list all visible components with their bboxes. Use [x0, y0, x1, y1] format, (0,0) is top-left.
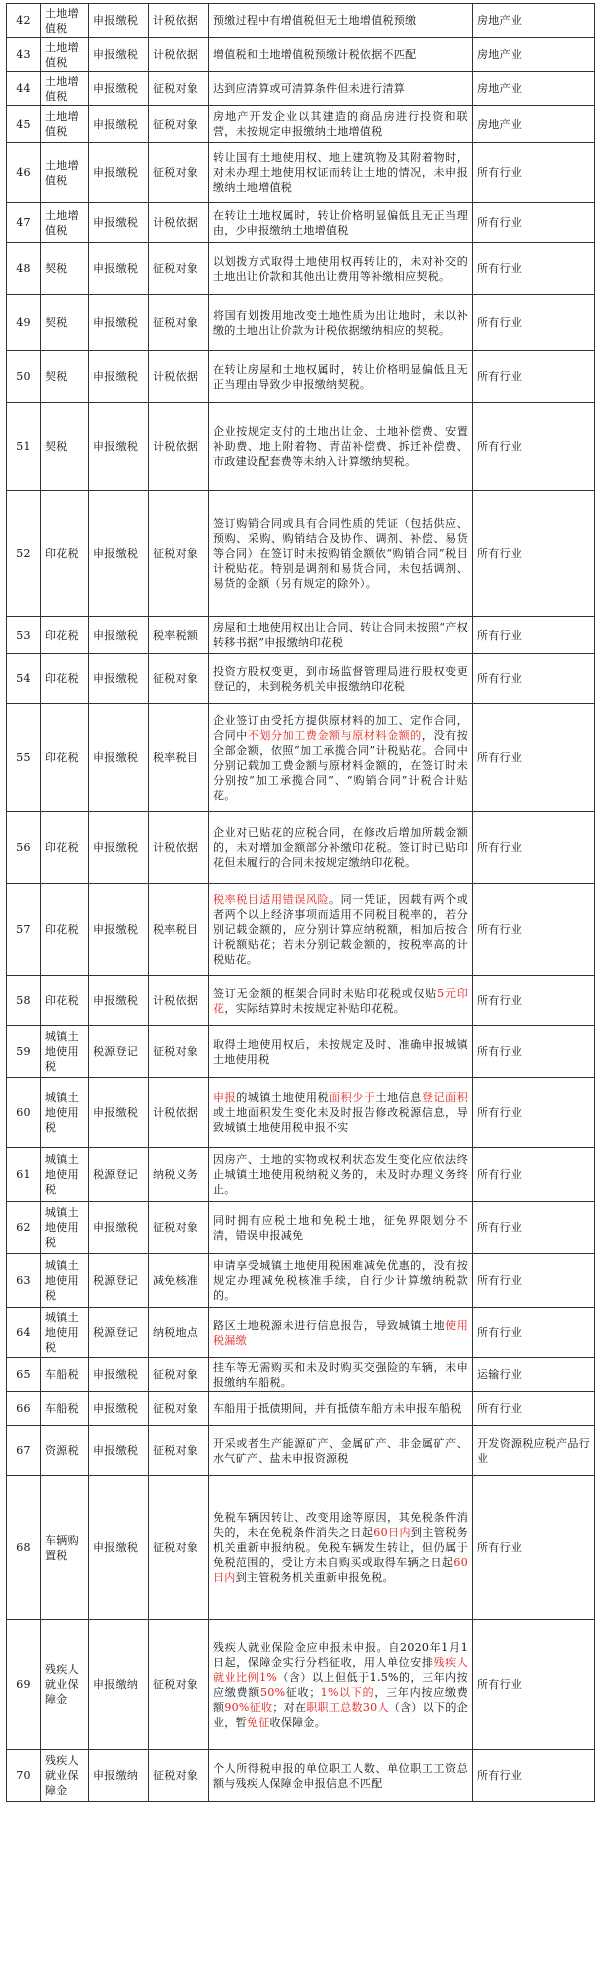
applicable-industry: 所有行业: [473, 976, 595, 1026]
risk-description: [209, 1148, 473, 1202]
highlight-text: 90%征收: [224, 1700, 273, 1714]
tax-type: 印花税: [41, 704, 89, 812]
applicable-industry: 房地产业: [473, 106, 595, 143]
risk-link: 税源登记: [89, 1148, 149, 1202]
highlight-text: 1%以下的: [320, 1685, 375, 1699]
risk-link: 申报缴税: [89, 884, 149, 976]
risk-link: 申报缴税: [89, 203, 149, 243]
highlight-text: 申报: [213, 1091, 237, 1104]
risk-description: [209, 812, 473, 884]
risk-description: [209, 243, 473, 295]
applicable-industry: 所有行业: [473, 203, 595, 243]
description-text: 企业签订由受托方提供原材料的加工、定作合同，合同中: [213, 713, 468, 742]
risk-description: [209, 1202, 473, 1254]
risk-point: 征税对象: [149, 1476, 209, 1620]
applicable-industry: 所有行业: [473, 295, 595, 351]
highlight-text: 60日内: [373, 1526, 411, 1539]
tax-type: 土地增值税: [41, 106, 89, 143]
risk-link: 申报缴纳: [89, 1750, 149, 1802]
row-number: 48: [7, 243, 41, 295]
highlight-text: 不划分加工费金额与原材料金额的: [247, 728, 422, 742]
row-number: 54: [7, 654, 41, 704]
tax-type: 印花税: [41, 491, 89, 617]
risk-link: 申报缴税: [89, 351, 149, 403]
table-row: [7, 203, 595, 243]
risk-description: [209, 617, 473, 654]
risk-point: 计税依据: [149, 4, 209, 38]
highlight-text: 使用税漏缴: [213, 1318, 468, 1347]
risk-point: 计税依据: [149, 1078, 209, 1148]
row-number: 70: [7, 1750, 41, 1802]
applicable-industry: 所有行业: [473, 1620, 595, 1750]
risk-point: 计税依据: [149, 812, 209, 884]
description-text: 的城镇土地使用税: [236, 1091, 330, 1104]
risk-point: 征税对象: [149, 1426, 209, 1476]
risk-point: 征税对象: [149, 654, 209, 704]
description-text: 个人所得税申报的单位职工人数、单位职工工资总额与残疾人保障金申报信息不匹配: [213, 1761, 468, 1790]
risk-link: 申报缴税: [89, 617, 149, 654]
description-text: ，实际结算时未按规定补贴印花税。: [224, 1001, 406, 1015]
risk-link: 申报缴纳: [89, 1620, 149, 1750]
description-text: 转让国有土地使用权、地上建筑物及其附着物时，对未办理土地使用权证而转让土地的情况，未申报缴纳土地增值税: [213, 151, 468, 194]
risk-point: 税率税额: [149, 617, 209, 654]
description-text: （含）以上但低于1.5%的，三年内按应缴费额: [213, 1670, 468, 1699]
risk-point: 征税对象: [149, 491, 209, 617]
applicable-industry: 运输行业: [473, 1358, 595, 1392]
applicable-industry: 所有行业: [473, 1254, 595, 1308]
highlight-text: 职职工总数30人: [306, 1700, 389, 1714]
risk-point: 征税对象: [149, 1750, 209, 1802]
tax-type: 土地增值税: [41, 143, 89, 203]
row-number: 47: [7, 203, 41, 243]
table-row: [7, 1620, 595, 1750]
risk-point: 征税对象: [149, 106, 209, 143]
description-text: 企业按规定支付的土地出让金、土地补偿费、安置补助费、地上附着物、青苗补偿费、拆迁补偿费、市政建设配套费等未纳入计算缴纳契税。: [213, 425, 468, 468]
description-text: 土地信息: [375, 1091, 422, 1104]
risk-point: 税率税目: [149, 704, 209, 812]
highlight-text: 残疾人就业比例1%: [213, 1655, 468, 1684]
risk-link: 申报缴税: [89, 976, 149, 1026]
row-number: 56: [7, 812, 41, 884]
table-row: [7, 1750, 595, 1802]
applicable-industry: 所有行业: [473, 1476, 595, 1620]
tax-type: 印花税: [41, 654, 89, 704]
description-text: ；对在: [272, 1700, 307, 1714]
description-text: 投资方股权变更，到市场监督管理局进行股权变更登记的，未到税务机关申报缴纳印花税: [213, 664, 468, 693]
description-text: ，没有按全部金额，依照“加工承揽合同”计税贴花。合同中分别记载加工费金额与原材料金额的，在签订时未分别按“加工承揽合同”、“购销合同”计税合计贴花。: [213, 728, 469, 802]
description-text: 签订无金额的框架合同时未贴印花税或仅贴: [213, 986, 438, 1000]
risk-link: 申报缴税: [89, 654, 149, 704]
row-number: 65: [7, 1358, 41, 1392]
table-row: [7, 351, 595, 403]
risk-description: [209, 38, 473, 72]
applicable-industry: 所有行业: [473, 1750, 595, 1802]
tax-type: 城镇土地使用税: [41, 1078, 89, 1148]
tax-type: 城镇土地使用税: [41, 1026, 89, 1078]
tax-type: 契税: [41, 403, 89, 491]
row-number: 46: [7, 143, 41, 203]
description-text: 。同一凭证，因载有两个或者两个以上经济事项而适用不同税目税率的，若分别记载金额的，应分别计算应纳税额，相加后按合计税额贴花；若未分别记载金额的，按税率高的计税贴花。: [213, 893, 468, 966]
row-number: 66: [7, 1392, 41, 1426]
table-row: [7, 1392, 595, 1426]
risk-point: 征税对象: [149, 295, 209, 351]
row-number: 60: [7, 1078, 41, 1148]
risk-point: 纳税地点: [149, 1308, 209, 1358]
row-number: 55: [7, 704, 41, 812]
risk-description: [209, 403, 473, 491]
tax-type: 印花税: [41, 812, 89, 884]
row-number: 61: [7, 1148, 41, 1202]
applicable-industry: 所有行业: [473, 1078, 595, 1148]
risk-description: [209, 4, 473, 38]
table-row: [7, 491, 595, 617]
risk-description: [209, 1392, 473, 1426]
description-text: 开采或者生产能源矿产、金属矿产、非金属矿产、水气矿产、盐未申报资源税: [213, 1436, 468, 1465]
tax-type: 印花税: [41, 976, 89, 1026]
risk-link: 申报缴税: [89, 812, 149, 884]
description-text: 同时拥有应税土地和免税土地，征免界限划分不清，错误申报减免: [213, 1213, 468, 1242]
applicable-industry: 所有行业: [473, 1202, 595, 1254]
table-row: [7, 106, 595, 143]
risk-link: 申报缴税: [89, 1078, 149, 1148]
row-number: 58: [7, 976, 41, 1026]
risk-link: 申报缴税: [89, 143, 149, 203]
applicable-industry: 所有行业: [473, 403, 595, 491]
risk-link: 申报缴税: [89, 1358, 149, 1392]
row-number: 50: [7, 351, 41, 403]
tax-type: 印花税: [41, 617, 89, 654]
risk-link: 申报缴税: [89, 704, 149, 812]
row-number: 49: [7, 295, 41, 351]
description-text: 达到应清算或可清算条件但未进行清算: [213, 82, 406, 95]
applicable-industry: 房地产业: [473, 4, 595, 38]
row-number: 64: [7, 1308, 41, 1358]
applicable-industry: 所有行业: [473, 704, 595, 812]
risk-link: 申报缴税: [89, 403, 149, 491]
applicable-industry: 所有行业: [473, 1392, 595, 1426]
applicable-industry: 所有行业: [473, 243, 595, 295]
risk-description: [209, 884, 473, 976]
table-row: [7, 403, 595, 491]
table-row: [7, 1358, 595, 1392]
table-row: [7, 243, 595, 295]
tax-type: 车船税: [41, 1358, 89, 1392]
risk-link: 申报缴税: [89, 72, 149, 106]
description-text: 增值税和土地增值税预缴计税依据不匹配: [213, 48, 417, 61]
risk-point: 计税依据: [149, 976, 209, 1026]
row-number: 43: [7, 38, 41, 72]
tax-type: 城镇土地使用税: [41, 1308, 89, 1358]
table-row: [7, 1026, 595, 1078]
risk-link: 申报缴税: [89, 1426, 149, 1476]
row-number: 63: [7, 1254, 41, 1308]
description-text: 预缴过程中有增值税但无土地增值税预缴: [213, 14, 417, 27]
tax-type: 资源税: [41, 1426, 89, 1476]
tax-type: 城镇土地使用税: [41, 1202, 89, 1254]
row-number: 67: [7, 1426, 41, 1476]
table-row: [7, 1426, 595, 1476]
tax-type: 契税: [41, 295, 89, 351]
table-row: [7, 704, 595, 812]
row-number: 51: [7, 403, 41, 491]
risk-point: 征税对象: [149, 72, 209, 106]
risk-description: [209, 1750, 473, 1802]
highlight-text: 面积少于: [329, 1091, 376, 1104]
risk-description: [209, 351, 473, 403]
row-number: 44: [7, 72, 41, 106]
table-row: [7, 976, 595, 1026]
row-number: 57: [7, 884, 41, 976]
highlight-text: 60日内: [213, 1556, 468, 1584]
row-number: 42: [7, 4, 41, 38]
risk-description: [209, 143, 473, 203]
highlight-text: 5元印花: [213, 986, 468, 1015]
highlight-text: 登记面积: [421, 1091, 469, 1104]
row-number: 69: [7, 1620, 41, 1750]
description-text: 征收；: [285, 1685, 321, 1699]
applicable-industry: 所有行业: [473, 1308, 595, 1358]
risk-point: 计税依据: [149, 203, 209, 243]
description-text: 以划拨方式取得土地使用权再转让的，未对补交的土地出让价款和其他出让费用等补缴相应契税。: [213, 254, 468, 283]
risk-link: 申报缴税: [89, 1202, 149, 1254]
risk-link: 税源登记: [89, 1026, 149, 1078]
description-text: 到主管税务机关重新申报免税。: [235, 1571, 394, 1584]
risk-link: 申报缴税: [89, 4, 149, 38]
description-text: 到主管税务机关重新申报纳税。免税车辆发生转让，但仍属于免税范围的，受让方未自购买或取得车辆之日起: [213, 1526, 468, 1569]
highlight-text: 税率税目适用错误风险: [213, 893, 330, 906]
applicable-industry: 所有行业: [473, 884, 595, 976]
description-text: （含）以下的企业，暂: [213, 1700, 468, 1729]
table-row: [7, 1148, 595, 1202]
table-row: [7, 38, 595, 72]
table-row: [7, 617, 595, 654]
risk-point: 税率税目: [149, 884, 209, 976]
risk-description: [209, 1358, 473, 1392]
table-row: [7, 884, 595, 976]
risk-point: 纳税义务: [149, 1148, 209, 1202]
risk-description: [209, 1254, 473, 1308]
tax-type: 土地增值税: [41, 203, 89, 243]
table-row: [7, 1476, 595, 1620]
risk-description: [209, 72, 473, 106]
description-text: 车船用于抵债期间，并有抵债车船方未申报车船税: [213, 1402, 462, 1415]
description-text: ，三年内按应缴费额: [213, 1685, 468, 1714]
risk-point: 征税对象: [149, 1358, 209, 1392]
tax-type: 土地增值税: [41, 4, 89, 38]
risk-point: 征税对象: [149, 143, 209, 203]
description-text: 房屋和土地使用权出让合同、转让合同未按照“产权转移书据”申报缴纳印花税: [213, 621, 468, 649]
risk-link: 申报缴税: [89, 295, 149, 351]
applicable-industry: 所有行业: [473, 1148, 595, 1202]
table-row: [7, 143, 595, 203]
row-number: 68: [7, 1476, 41, 1620]
risk-link: 申报缴税: [89, 38, 149, 72]
table-row: [7, 1202, 595, 1254]
risk-point: 计税依据: [149, 403, 209, 491]
applicable-industry: 所有行业: [473, 491, 595, 617]
applicable-industry: 所有行业: [473, 1026, 595, 1078]
applicable-industry: 所有行业: [473, 812, 595, 884]
row-number: 53: [7, 617, 41, 654]
table-body: [7, 4, 595, 1802]
tax-type: 城镇土地使用税: [41, 1254, 89, 1308]
applicable-industry: 开发资源税应税产品行业: [473, 1426, 595, 1476]
risk-point: 减免核准: [149, 1254, 209, 1308]
applicable-industry: 房地产业: [473, 72, 595, 106]
description-text: 企业对已贴花的应税合同，在修改后增加所载金额的，未对增加金额部分补缴印花税。签订时已贴印花但未履行的合同未按规定缴纳印花税。: [213, 826, 468, 869]
risk-link: 申报缴税: [89, 106, 149, 143]
table-row: [7, 1254, 595, 1308]
description-text: 签订购销合同或具有合同性质的凭证（包括供应、预购、采购、购销结合及协作、调剂、补偿、易货等合同）在签订时未按购销金额依“购销合同”税目计税贴花。特别是调剂和易货合同，未包括调剂、易货的金额（另有规定的除外）。: [213, 517, 468, 590]
risk-description: [209, 1308, 473, 1358]
risk-description: [209, 1426, 473, 1476]
risk-description: [209, 976, 473, 1026]
tax-type: 残疾人就业保障金: [41, 1620, 89, 1750]
tax-risk-table: [6, 3, 595, 1802]
risk-description: [209, 203, 473, 243]
risk-point: 征税对象: [149, 1620, 209, 1750]
risk-link: 申报缴税: [89, 1392, 149, 1426]
risk-description: [209, 1476, 473, 1620]
risk-description: [209, 1620, 473, 1750]
risk-description: [209, 1026, 473, 1078]
description-text: 路区土地税源未进行信息报告，导致城镇土地: [213, 1318, 446, 1332]
risk-point: 计税依据: [149, 38, 209, 72]
description-text: 取得土地使用权后，未按规定及时、准确申报城镇土地使用税: [213, 1037, 468, 1066]
description-text: 因房产、土地的实物或权利状态发生变化应依法终止城镇土地使用税纳税义务的，未及时办理义务终止。: [213, 1153, 468, 1196]
risk-description: [209, 106, 473, 143]
risk-point: 计税依据: [149, 351, 209, 403]
description-text: 在转让房屋和土地权属时，转让价格明显偏低且无正当理由导致少申报缴纳契税。: [213, 362, 468, 391]
table-row: [7, 812, 595, 884]
risk-description: [209, 704, 473, 812]
table-row: [7, 1078, 595, 1148]
risk-point: 征税对象: [149, 243, 209, 295]
description-text: 房地产开发企业以其建造的商品房进行投资和联营，未按规定申报缴纳土地增值税: [213, 110, 468, 138]
risk-description: [209, 295, 473, 351]
description-text: 收保障金。: [269, 1715, 327, 1729]
table-row: [7, 4, 595, 38]
tax-type: 土地增值税: [41, 72, 89, 106]
risk-description: [209, 654, 473, 704]
risk-link: 申报缴税: [89, 243, 149, 295]
risk-link: 税源登记: [89, 1254, 149, 1308]
tax-type: 残疾人就业保障金: [41, 1750, 89, 1802]
tax-type: 城镇土地使用税: [41, 1148, 89, 1202]
table-row: [7, 295, 595, 351]
risk-point: 征税对象: [149, 1026, 209, 1078]
risk-link: 申报缴税: [89, 1476, 149, 1620]
row-number: 62: [7, 1202, 41, 1254]
applicable-industry: 所有行业: [473, 351, 595, 403]
highlight-text: 免征: [246, 1715, 270, 1729]
row-number: 59: [7, 1026, 41, 1078]
tax-type: 车辆购置税: [41, 1476, 89, 1620]
table-row: [7, 1308, 595, 1358]
applicable-industry: 所有行业: [473, 143, 595, 203]
risk-point: 征税对象: [149, 1392, 209, 1426]
tax-type: 土地增值税: [41, 38, 89, 72]
tax-type: 契税: [41, 351, 89, 403]
row-number: 52: [7, 491, 41, 617]
tax-type: 印花税: [41, 884, 89, 976]
highlight-text: 50%: [260, 1685, 286, 1699]
description-text: 将国有划拨用地改变土地性质为出让地时，未以补缴的土地出让价款为计税依据缴纳相应的契税。: [213, 308, 468, 337]
risk-link: 申报缴税: [89, 491, 149, 617]
description-text: 免税车辆因转让、改变用途等原因，其免税条件消失的，未在免税条件消失之日起: [213, 1511, 468, 1539]
table-row: [7, 654, 595, 704]
applicable-industry: 房地产业: [473, 38, 595, 72]
row-number: 45: [7, 106, 41, 143]
risk-description: [209, 491, 473, 617]
risk-description: [209, 1078, 473, 1148]
description-text: 或土地面积发生变化未及时报告修改税源信息，导致城镇土地使用税申报不实: [213, 1106, 468, 1134]
description-text: 在转让土地权属时，转让价格明显偏低且无正当理由，少申报缴纳土地增值税: [213, 208, 468, 237]
description-text: 挂车等无需购买和未及时购买交强险的车辆，未申报缴纳车船税。: [213, 1360, 468, 1389]
description-text: 残疾人就业保险金应申报未申报。自2020年1月1日起，保障金实行分档征收，用人单位安排: [213, 1640, 468, 1669]
applicable-industry: 所有行业: [473, 617, 595, 654]
table-row: [7, 72, 595, 106]
description-text: 申请享受城镇土地使用税困难减免优惠的，没有按规定办理减免税核准手续，自行少计算缴纳税款的。: [213, 1259, 468, 1302]
applicable-industry: 所有行业: [473, 654, 595, 704]
risk-point: 征税对象: [149, 1202, 209, 1254]
tax-type: 契税: [41, 243, 89, 295]
risk-link: 税源登记: [89, 1308, 149, 1358]
tax-type: 车船税: [41, 1392, 89, 1426]
